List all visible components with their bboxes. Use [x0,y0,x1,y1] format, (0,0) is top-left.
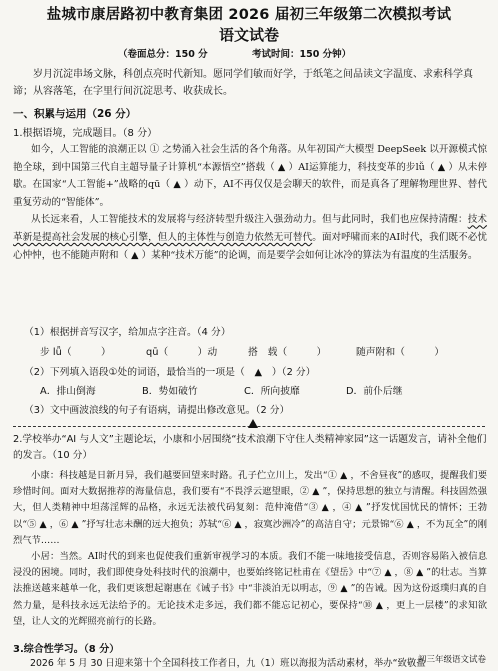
speaker-ju: 小居：当然。AI时代的到来也促使我们重新审视学习的本质。我们不能一味地接受信息，否则容易陷入被信息浸没的困境。同时，我们即使身处科技时代的浪潮中，也要始终铭记杜甫在《望岳》中“⑦ ▲ ，⑧ ▲ ”的壮志。当算法推送越来越单一化，我们更该想起谢惠在《诫子书》中“非淡泊无以明志，⑨ ▲ ”的告诫。因为这份返璞归真的自然力量，是科技永远无法给予的。无论技术走多远，我们都不能忘记初心，要保持“⑩ ▲ ，更上一层楼”的求知欲望，让人文的光辉照亮前行的长路。 [13,551,487,627]
question-1-1: （1）根据拼音写汉字，给加点字注音。（4 分） [24,327,231,338]
option-d[interactable]: D．前仆后继 [346,386,403,397]
score-total: （卷面总分：150 分 [118,49,208,60]
question-3-heading: 3.综合性学习。（8 分） [13,644,120,655]
question-1-heading: 1.根据语境，完成题目。（8 分） [13,128,158,139]
question-3-text: 2026 年 5 月 30 日迎来第十个全国科技工作者日，九（1）班以海报为活动素材，举办“致敬盐 [30,658,426,669]
speaker-kang: 小康：科技越是日新月异，我们越要回望来时路。孔子伫立川上，发出“① ▲ ，不舍昼夜”的感叹，提醒我们要珍惜时间。面对大数据推荐的海量信息，我们要有“不畏浮云遮望眼，② ▲ ”，保持思想的独立与清醒。科技固然强大，但人类精神中坦荡淫辉的品格，永远无法被代码复刻：范仲淹借“③ ▲ ，④ ▲ ”抒发忧国忧民的情怀；王勃以“⑤ ▲ ，⑥ ▲ ”抒写壮志未酬的远大抱负；苏轼“⑥ ▲ ，寂寞沙洲冷”的高洁自守；元景锦“⑥ ▲ ，不为瓦全”的刚烈气节…… [13,470,487,546]
option-b[interactable]: B．势如破竹 [142,386,198,397]
exam-subtitle: 语文试卷 [218,26,279,44]
pinyin-item[interactable]: 随声附和（ ） [356,347,445,358]
question-2-heading: 2.学校举办“AI 与人文”主题论坛，小康和小居围绕“技术浪潮下守住人类精神家园”这一话题发言，请补全他们的发言。（10 分） [13,434,487,461]
question-1-3: （3）文中画波浪线的句子有语病，请提出修改意见。（2 分） [24,405,290,416]
exam-title: 盐城市康居路初中教育集团 2026 届初三年级第二次模拟考试 [46,7,452,23]
exam-time: 考试时间：150 分钟） [252,49,352,60]
passage-paragraph-1: 如今，人工智能的浪潮正以 ① 之势涌入社会生活的各个角落。从年初国产大模型 DeepSeek 以开源模式惊艳全球，到中国第三代自主超导量子计算机“本源悟空”搭载（ ▲ ）AI运算能力，科技变革的步lǚ（ ▲ ）从未停歇。在国家“人工智能+”战略的qū（ ▲ ）动下，AI不再仅仅是会聊天的软件，而是真各了理解物理世界、替代重复劳动的“智能体”。 [13,144,487,208]
pinyin-item[interactable]: qū（ ）动 [146,347,218,358]
section-heading: 一、积累与运用（26 分） [13,108,137,120]
passage [13,141,487,264]
passage-paragraph-2: 从长远来看，人工智能技术的发展将与经济转型升级注入强劲动力。但与此同时，我们也应保持清醒：技术革新是提高社会发展的核心引擎，但人的主体性与创造力依然无可替代。面对呼啸而来的AI时代，我们既不必忧心忡忡，也不能随声附和（ ▲ ）某种“技术万能”的论调，而是要学会如何让冰冷的算法为有温度的生活服务。 [13,214,488,261]
option-c[interactable]: C．所向披靡 [244,386,300,397]
question-1-2: （2）下列填入语段①处的词语，最恰当的一项是（ ▲ ）（2 分） [24,367,316,378]
wavy-sentence: 技术革新是提高社会发展的核心引擎，但人的主体性与创造力依然无可替代 [13,214,488,243]
answer-marker-icon [248,419,258,428]
intro-paragraph: 岁月沉淀串场文脉，科创点亮时代新知。愿同学们敏而好学，于纸笔之间品读文字温度、求索科学真谛；从容落笔，在字里行间沉淀思考、收获成长。 [13,69,473,97]
page-footer: 初三年级语文试卷 [417,655,486,665]
option-a[interactable]: A．排山倒海 [40,386,96,397]
pinyin-item[interactable]: 步 lǚ（ ） [40,347,111,358]
question-2-body [13,468,487,630]
pinyin-item[interactable]: 搭 载（ ） [248,347,327,358]
